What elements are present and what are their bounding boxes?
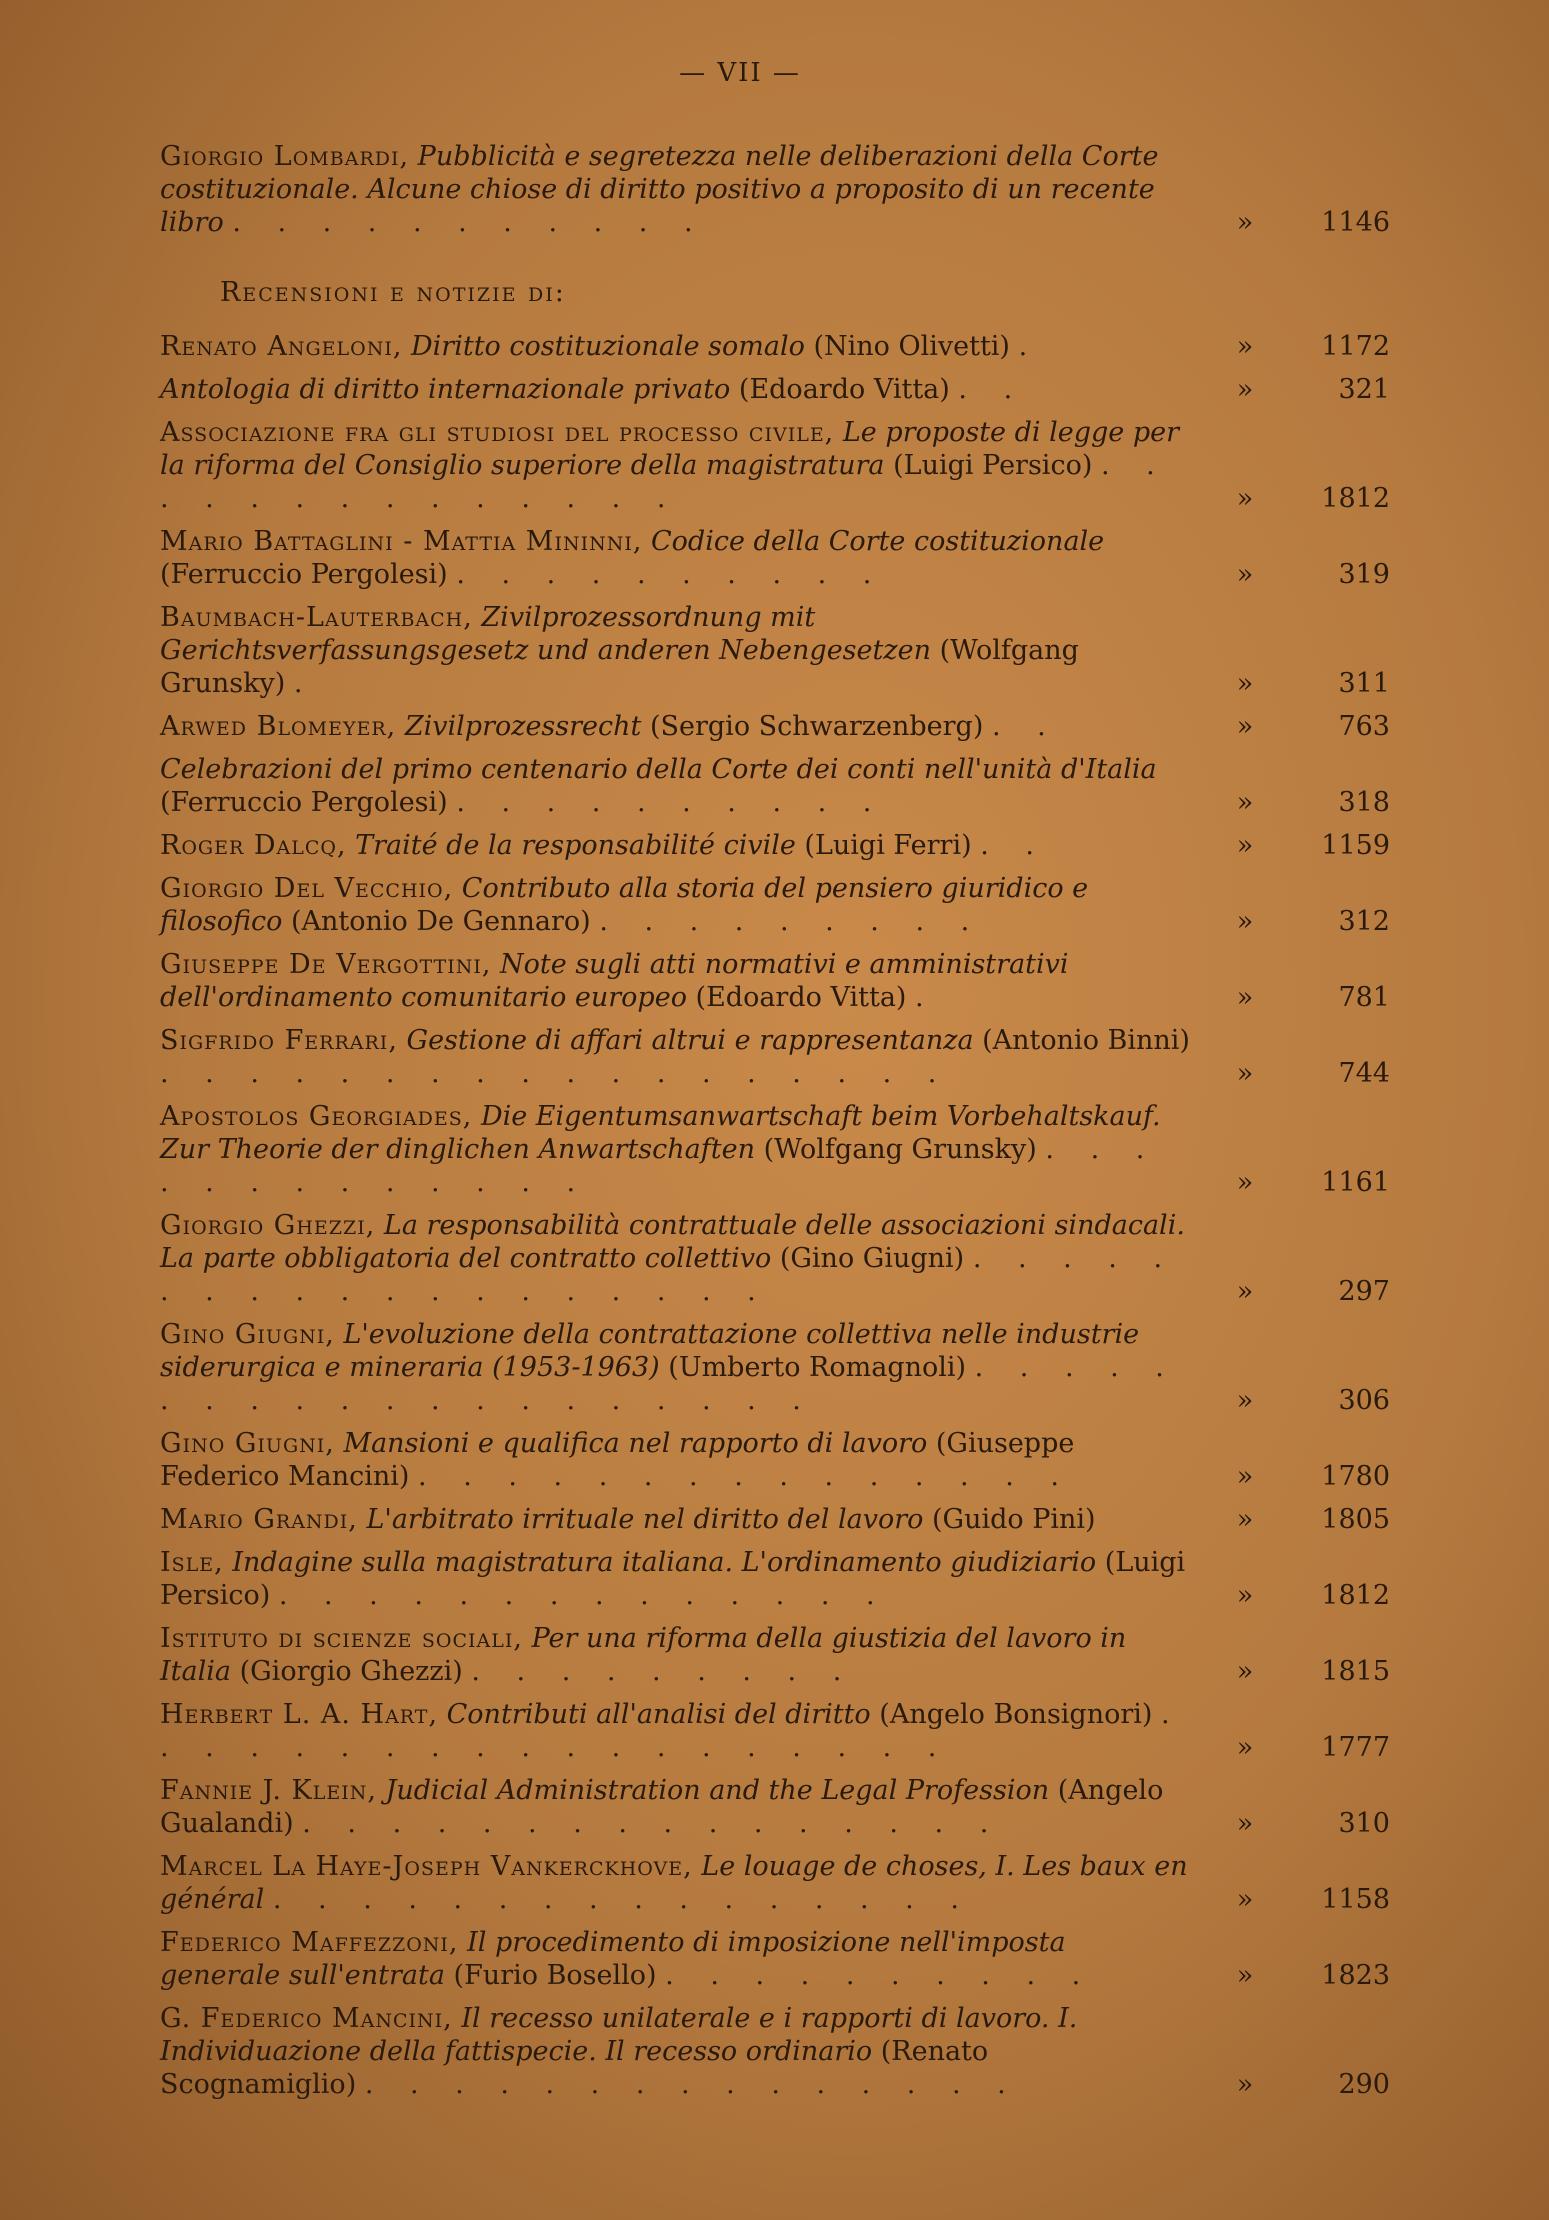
entry-text — [160, 948, 1190, 1014]
entry-text — [160, 1024, 1190, 1090]
toc-entry — [160, 1698, 1390, 1764]
toc-entry — [160, 1209, 1390, 1308]
entry-page-number: 319 — [1338, 559, 1390, 590]
entry-marker: » — [1236, 906, 1254, 937]
entry-reviewer: (Angelo Bonsignori) — [879, 1699, 1153, 1730]
entry-marker: » — [1236, 559, 1254, 590]
entry-title: Il recesso unilaterale e i rapporti di lavoro. I. Individuazione della fattispecie. Il recesso ordinario — [160, 2003, 1078, 2067]
entry-leader: . — [1018, 331, 1042, 362]
entry-title: L'arbitrato irrituale nel diritto del lavoro — [366, 1504, 924, 1535]
entry-title: Le proposte di legge per la riforma del Consiglio superiore della magistratura — [160, 417, 1180, 481]
entry-title: Pubblicità e segretezza nelle deliberazioni della Corte costituzionale. Alcune chiose di diritto positivo a proposito di un recente libro — [160, 141, 1159, 238]
entry-page-number: 1158 — [1321, 1884, 1390, 1915]
entry-text — [160, 829, 1190, 862]
entry-reviewer: (Furio Bosello) — [453, 1960, 657, 1991]
entry-text — [160, 1850, 1190, 1916]
entry-reviewer: (Ferruccio Pergolesi) — [160, 559, 448, 590]
entry-author: Mario Battaglini - Mattia Mininni, — [160, 526, 643, 557]
entry-author: Giorgio Lombardi, — [160, 141, 410, 172]
entry-leader: . . . . . . . . . . . . . — [160, 1134, 1159, 1198]
entry-marker: » — [1236, 1960, 1254, 1991]
entry-marker: » — [1236, 1732, 1254, 1763]
entry-marker: » — [1236, 1808, 1254, 1839]
entry-leader: . . . . . . . . . . . . . . . . . . . . — [160, 1352, 1178, 1416]
toc-entry-lombardi — [160, 140, 1390, 239]
entry-title: Zivilprozessordnung mit Gerichtsverfassungsgesetz und anderen Nebengesetzen — [160, 602, 931, 666]
entry-author: Federico Maffezzoni, — [160, 1927, 459, 1958]
entry-title: Indagine sulla magistratura italiana. L'ordinamento giudiziario — [232, 1547, 1097, 1578]
entry-text — [160, 1698, 1190, 1764]
entry-marker: » — [1236, 1504, 1254, 1535]
entry-leader: . . — [980, 830, 1048, 861]
entry-author: Isle, — [160, 1547, 224, 1578]
section-title: Recensioni e notizie di: — [220, 277, 566, 308]
entry-reviewer: (Angelo Gualandi) — [160, 1775, 1164, 1839]
entry-page-number: 312 — [1338, 906, 1390, 937]
entry-marker: » — [1236, 668, 1254, 699]
entry-reviewer: (Giuseppe Federico Mancini) — [160, 1428, 1075, 1492]
entry-text — [160, 416, 1190, 515]
toc-entry — [160, 1622, 1390, 1688]
entry-marker: » — [1236, 1058, 1254, 1089]
entry-author: Istituto di scienze sociali, — [160, 1623, 523, 1654]
entry-author: Gino Giugni, — [160, 1319, 335, 1350]
entry-reviewer: (Guido Pini) — [931, 1504, 1096, 1535]
entry-text — [160, 872, 1190, 938]
entry-author: Herbert L. A. Hart, — [160, 1699, 439, 1730]
entry-text — [160, 1546, 1190, 1612]
entry-text — [160, 2002, 1190, 2101]
entry-text — [160, 1503, 1190, 1536]
entry-author: Arwed Blomeyer, — [160, 711, 397, 742]
entry-title: Le louage de choses, I. Les baux en général — [160, 1851, 1188, 1915]
entry-marker: » — [1236, 1276, 1254, 1307]
entry-reviewer: (Luigi Persico) — [160, 1547, 1186, 1611]
entry-page-number: 744 — [1338, 1058, 1390, 1089]
entry-page-number: 310 — [1338, 1808, 1390, 1839]
entry-title: Note sugli atti normativi e amministrativi dell'ordinamento comunitario europeo — [160, 949, 1069, 1013]
entry-page-number: 1777 — [1321, 1732, 1390, 1763]
toc-entry — [160, 829, 1390, 862]
toc-entry — [160, 1774, 1390, 1840]
entry-leader: . . . . . . . . . . — [456, 787, 886, 818]
entry-author: Sigfrido Ferrari, — [160, 1025, 398, 1056]
entry-author: Giorgio Del Vecchio, — [160, 873, 454, 904]
entry-text — [160, 525, 1190, 591]
toc-entry — [160, 601, 1390, 700]
entry-reviewer: (Antonio De Gennaro) — [291, 906, 591, 937]
toc-entry — [160, 753, 1390, 819]
entry-marker: » — [1236, 2069, 1254, 2100]
entry-title: Mansioni e qualifica nel rapporto di lavoro — [343, 1428, 928, 1459]
entry-author: Mario Grandi, — [160, 1504, 358, 1535]
entry-author: G. Federico Mancini, — [160, 2003, 453, 2034]
entry-page-number: 1161 — [1321, 1167, 1390, 1198]
entry-page-number: 1805 — [1321, 1504, 1390, 1535]
entry-reviewer: (Umberto Romagnoli) — [668, 1352, 967, 1383]
entry-text — [160, 601, 1190, 700]
entry-reviewer: (Ferruccio Pergolesi) — [160, 787, 448, 818]
entry-title: Judicial Administration and the Legal Profession — [385, 1775, 1050, 1806]
entry-author: Roger Dalcq, — [160, 830, 347, 861]
entry-text — [160, 373, 1190, 406]
toc-entry — [160, 1427, 1390, 1493]
entry-title: L'evoluzione della contrattazione collettiva nelle industrie siderurgica e mineraria (1953-1963) — [160, 1319, 1140, 1383]
review-list — [160, 330, 1390, 2101]
toc-entry — [160, 1318, 1390, 1417]
page-header: — VII — — [679, 58, 801, 88]
entry-title: Per una riforma della giustizia del lavoro in Italia — [160, 1623, 1127, 1687]
entry-title: Gestione di affari altrui e rappresentanza — [406, 1025, 974, 1056]
entry-text — [160, 1427, 1190, 1493]
entry-page-number: 763 — [1338, 711, 1390, 742]
entry-marker: » — [1236, 1167, 1254, 1198]
entry-reviewer: (Renato Scognamiglio) — [160, 2036, 989, 2100]
entry-text — [160, 330, 1190, 363]
entry-leader: . . . . . . . . . . . . . . . . . . . — [160, 1699, 1184, 1763]
table-of-contents — [160, 140, 1390, 2111]
entry-author: Giorgio Ghezzi, — [160, 1210, 376, 1241]
entry-reviewer: (Nino Olivetti) — [813, 331, 1010, 362]
entry-leader: . . . . . . . . . — [471, 1656, 856, 1687]
entry-author: Baumbach-Lauterbach, — [160, 602, 473, 633]
entry-leader: . . . . . . . . . . . . . . . . — [302, 1808, 1003, 1839]
entry-page-number: 1159 — [1321, 830, 1390, 861]
entry-leader: . . . . . . . . . . . . . . . . . . — [160, 1058, 951, 1089]
entry-leader: . . — [958, 374, 1027, 405]
entry-leader: . . . . . . . . . . . . . . . . . . . — [160, 1243, 1177, 1307]
entry-author: Gino Giugni, — [160, 1428, 335, 1459]
entry-marker: » — [1236, 1884, 1254, 1915]
entry-title: La responsabilità contrattuale delle associazioni sindacali. La parte obbligatoria del contratto collettivo — [160, 1210, 1185, 1274]
entry-author: Associazione fra gli studiosi del processo civile, — [160, 417, 835, 448]
entry-page-number: 1780 — [1321, 1461, 1390, 1492]
entry-author: Fannie J. Klein, — [160, 1775, 377, 1806]
entry-title: Contributo alla storia del pensiero giuridico e filosofico — [160, 873, 1089, 937]
entry-title: Diritto costituzionale somalo — [411, 331, 805, 362]
toc-entry — [160, 710, 1390, 743]
entry-page-number: 1172 — [1321, 331, 1390, 362]
entry-marker: » — [1236, 711, 1254, 742]
entry-page-number: 306 — [1338, 1385, 1390, 1416]
entry-leader: . . . . . . . . . . . . . . — [278, 1580, 889, 1611]
toc-entry — [160, 373, 1390, 406]
entry-leader: . . . . . . . . . — [599, 906, 984, 937]
entry-reviewer: (Sergio Schwarzenberg) — [649, 711, 984, 742]
entry-page-number: 311 — [1338, 668, 1390, 699]
entry-author: Giuseppe De Vergottini, — [160, 949, 492, 980]
entry-page-number: 297 — [1338, 1276, 1390, 1307]
entry-title: Die Eigentumsanwartschaft beim Vorbehaltskauf. Zur Theorie der dinglichen Anwartschaften — [160, 1101, 1161, 1165]
entry-title: Traité de la responsabilité civile — [355, 830, 796, 861]
toc-entry — [160, 1503, 1390, 1536]
entry-page-number: 1815 — [1321, 1656, 1390, 1687]
entry-leader: . . . . . . . . . . . . . . . — [364, 2069, 1020, 2100]
entry-text — [160, 140, 1190, 239]
entry-leader: . . . . . . . . . . . . . . — [160, 450, 1169, 514]
entry-author: Marcel La Haye-Joseph Vankerckhove, — [160, 1851, 693, 1882]
entry-reviewer: (Wolfgang Grunsky) — [763, 1134, 1037, 1165]
entry-marker: » — [1236, 374, 1254, 405]
entry-reviewer: (Antonio Binni) — [982, 1025, 1190, 1056]
entry-text — [160, 1926, 1190, 1992]
entry-leader: . . . . . . . . . . — [665, 1960, 1095, 1991]
entry-leader: . — [293, 668, 317, 699]
entry-text — [160, 1209, 1190, 1308]
entry-reviewer: (Luigi Persico) — [893, 450, 1093, 481]
entry-page-number: 318 — [1338, 787, 1390, 818]
entry-marker: » — [1236, 982, 1254, 1013]
entry-reviewer: (Edoardo Vitta) — [695, 982, 907, 1013]
toc-entry — [160, 330, 1390, 363]
entry-text — [160, 1100, 1190, 1199]
entry-page-number: 781 — [1338, 982, 1390, 1013]
entry-title: Il procedimento di imposizione nell'imposta generale sull'entrata — [160, 1927, 1066, 1991]
toc-entry — [160, 1926, 1390, 1992]
entry-marker: » — [1236, 207, 1254, 238]
toc-entry — [160, 525, 1390, 591]
entry-marker: » — [1236, 1385, 1254, 1416]
entry-leader: . . . . . . . . . . — [456, 559, 886, 590]
entry-text — [160, 1774, 1190, 1840]
entry-reviewer: (Edoardo Vitta) — [738, 374, 950, 405]
toc-entry — [160, 1100, 1390, 1199]
entry-marker: » — [1236, 483, 1254, 514]
toc-entry — [160, 948, 1390, 1014]
entry-leader: . . — [991, 711, 1060, 742]
entry-title: Codice della Corte costituzionale — [651, 526, 1105, 557]
toc-entry — [160, 2002, 1390, 2101]
entry-text — [160, 1622, 1190, 1688]
entry-marker: » — [1236, 1461, 1254, 1492]
entry-title: Contributi all'analisi del diritto — [446, 1699, 871, 1730]
entry-reviewer: (Wolfgang Grunsky) — [160, 635, 1079, 699]
entry-page-number: 1812 — [1321, 1580, 1390, 1611]
entry-text — [160, 1318, 1190, 1417]
entry-author: Renato Angeloni, — [160, 331, 403, 362]
entry-leader: . — [915, 982, 938, 1013]
entry-page-number: 1146 — [1321, 207, 1390, 238]
entry-title: Antologia di diritto internazionale privato — [160, 374, 731, 405]
toc-entry — [160, 1850, 1390, 1916]
entry-leader: . . . . . . . . . . . . . . . . — [272, 1884, 973, 1915]
entry-reviewer: (Gino Giugni) — [779, 1243, 965, 1274]
toc-entry — [160, 416, 1390, 515]
toc-entry — [160, 872, 1390, 938]
entry-page-number: 290 — [1338, 2069, 1390, 2100]
entry-author: Apostolos Georgiades, — [160, 1101, 473, 1132]
entry-page-number: 1812 — [1321, 483, 1390, 514]
entry-page-number: 1823 — [1321, 1960, 1390, 1991]
entry-marker: » — [1236, 787, 1254, 818]
entry-leader: . . . . . . . . . . . — [232, 207, 707, 238]
entry-marker: » — [1236, 1580, 1254, 1611]
entry-leader: . . . . . . . . . . . . . . . — [418, 1461, 1073, 1492]
entry-marker: » — [1236, 830, 1254, 861]
entry-title: Celebrazioni del primo centenario della Corte dei conti nell'unità d'Italia — [160, 754, 1157, 785]
entry-page-number: 321 — [1338, 374, 1390, 405]
entry-reviewer: (Giorgio Ghezzi) — [239, 1656, 463, 1687]
entry-marker: » — [1236, 1656, 1254, 1687]
entry-text — [160, 710, 1190, 743]
entry-title: Zivilprozessrecht — [404, 711, 642, 742]
entry-reviewer: (Luigi Ferri) — [804, 830, 972, 861]
entry-text — [160, 753, 1190, 819]
toc-entry — [160, 1546, 1390, 1612]
entry-marker: » — [1236, 331, 1254, 362]
toc-entry — [160, 1024, 1390, 1090]
